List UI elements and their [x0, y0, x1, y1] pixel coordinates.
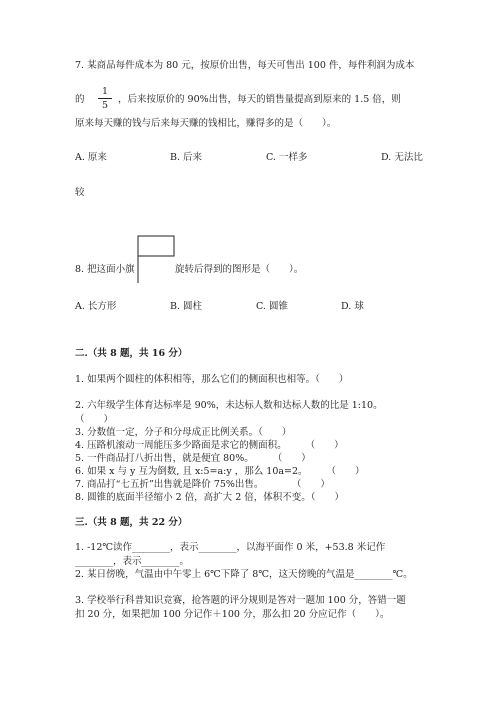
s2-item-1: 1. 如果两个圆柱的体积相等，那么它们的侧面积也相等。（ ） — [75, 374, 349, 385]
q7-option-b: B. 后来 — [170, 152, 203, 163]
q8-option-a: A. 长方形 — [75, 301, 117, 312]
s3-item-1: 1. -12℃读作________，表示________，以海平面作 0 米，+53.8 米记作 — [75, 542, 386, 553]
s2-item-7: 7. 商品打“七五折”出售就是降价 75%出售。 （ ） — [75, 479, 330, 490]
q7-line2-post: ，后来按原价的 90%出售，每天的销售量提高到原来的 1.5 倍，则 — [118, 94, 401, 105]
q8-option-d: D. 球 — [341, 301, 364, 312]
fraction-one-fifth — [98, 86, 112, 111]
section2-title: 二.（共 8 题，共 16 分） — [75, 348, 188, 359]
q7-option-c: C. 一样多 — [266, 152, 308, 163]
s2-item-5: 5. 一件商品打八折出售，就是便宜 80%。 （ ） — [75, 453, 311, 464]
q8-option-b: B. 圆柱 — [170, 301, 203, 312]
s3-item-3: 3. 学校举行科普知识竞赛，抢答题的评分规则是答对一题加 100 分，答错一题 — [75, 595, 406, 606]
s2-item-2-paren: （ ） — [75, 414, 114, 425]
fraction-numerator: 1 — [98, 86, 112, 99]
q7-line3: 原来每天赚的钱与后来每天赚的钱相比，赚得多的是（ ）。 — [75, 118, 337, 129]
section3-title: 三.（共 8 题，共 22 分） — [75, 517, 188, 528]
q8-option-c: C. 圆锥 — [256, 301, 288, 312]
s3-item-3-cont: 扣 20 分，如果把加 100 分记作＋100 分，那么扣 20 分应记作（ ）。 — [75, 609, 390, 620]
s2-item-8: 8. 圆锥的底面半径缩小 2 倍，高扩大 2 倍，体积不变。（ ） — [75, 492, 345, 503]
s3-item-2: 2. 某日傍晚，气温由中午零上 6℃下降了 8℃，这天傍晚的气温是________℃。 — [75, 569, 413, 580]
q7-line2-pre: 的 — [75, 94, 85, 105]
s2-item-2: 2. 六年级学生体育达标率是 90%，未达标人数和达标人数的比是 1:10。 — [75, 400, 383, 411]
s3-item-1-cont: ________，表示________。 — [75, 556, 190, 567]
q7-line1: 7. 某商品每件成本为 80 元，按原价出售，每天可售出 100 件，每件利润为成本 — [75, 60, 415, 71]
q8-prefix: 8. 把这面小旗 — [75, 264, 135, 275]
q7-option-d: D. 无法比 — [381, 152, 423, 163]
q8-suffix: 旋转后得到的图形是（ ）。 — [175, 264, 304, 275]
fraction-denominator: 5 — [101, 100, 109, 111]
q7-option-a: A. 原来 — [75, 152, 107, 163]
s2-item-6: 6. 如果 x 与 y 互为倒数, 且 x:5=a:y ，那么 10a=2。 （ ） — [75, 466, 365, 477]
s2-item-4: 4. 压路机滚动一周能压多少路面是求它的侧面积。 （ ） — [75, 440, 344, 451]
flag-figure — [136, 235, 176, 285]
s2-item-3: 3. 分数值一定，分子和分母成正比例关系。（ ） — [75, 427, 292, 438]
q7-option-d-wrap: 较 — [75, 187, 85, 198]
